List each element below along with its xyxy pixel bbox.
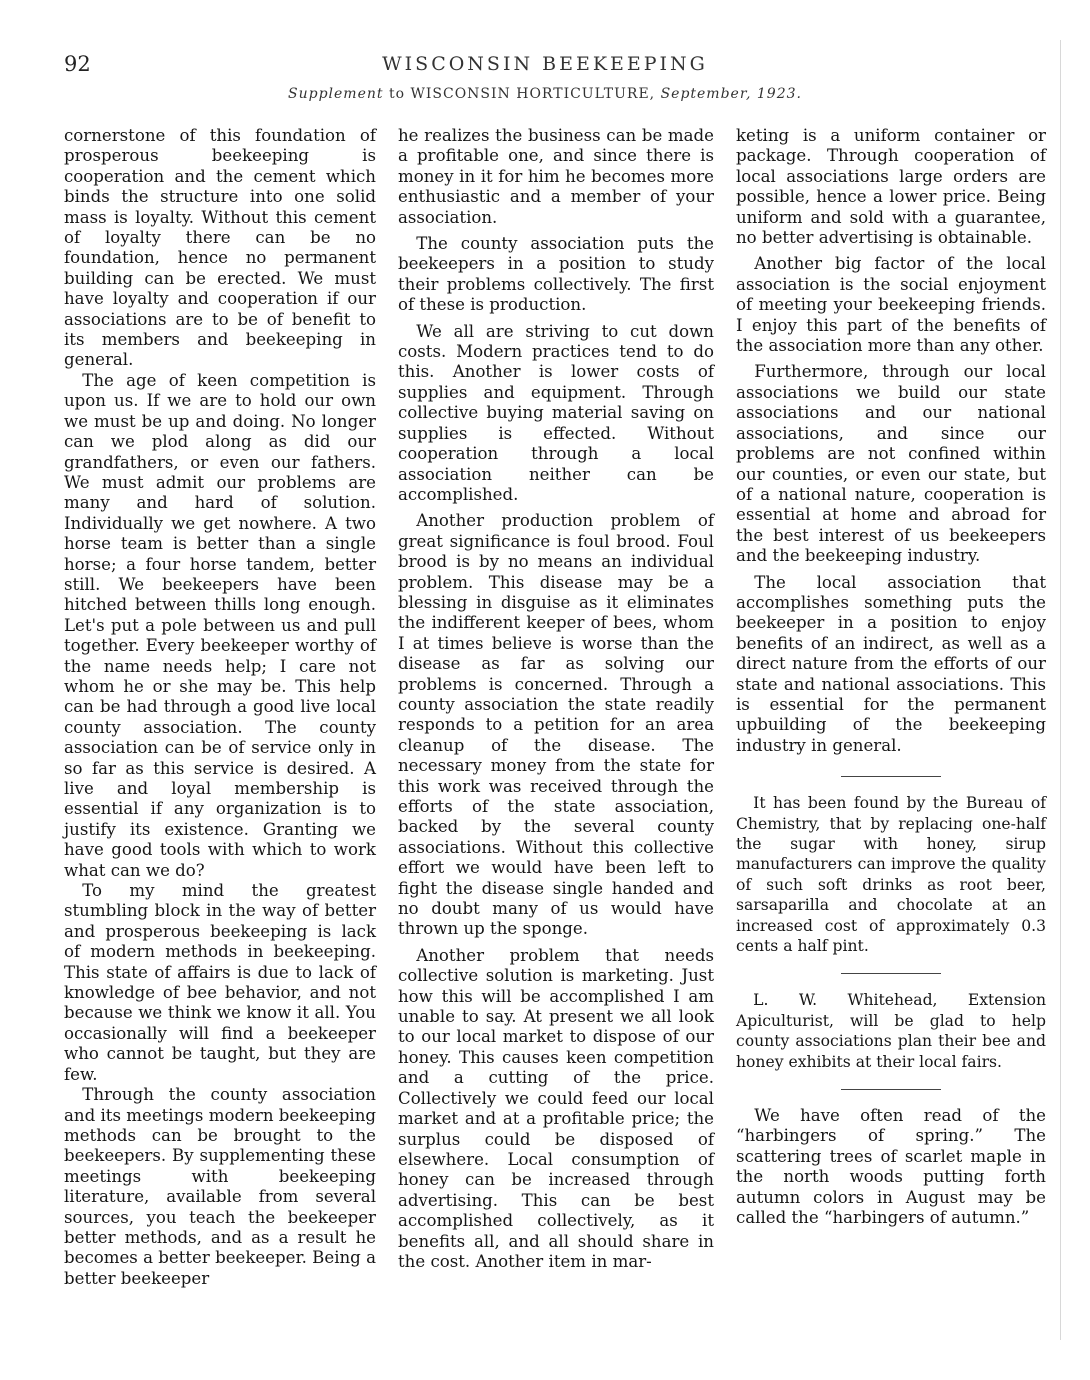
paragraph: Furthermore, through our local associations we build our state associations and our national associations, and since our problems are not confined within our counties, or even our state, but of a national nature, cooperation is essential at home and abroad for the best interest of us beekeepers and the beekeeping industry.	[736, 362, 1046, 566]
subtitle-date: September, 1923.	[660, 86, 802, 102]
paragraph: Through the county association and its meetings modern beekeeping methods can be brought to the beekeepers. By supplementing these meetings with beekeeping literature, available from several sources, you teach the beekeeper better methods, and as a result he becomes a better beekeeper. Being a better beekeeper	[64, 1085, 376, 1288]
section-divider	[841, 973, 941, 974]
note-harbingers: We have often read of the “harbingers of spring.” The scattering trees of scarlet maple in the north woods putting forth autumn colors in August may be called the “harbingers of autumn.”	[736, 1106, 1046, 1228]
section-divider	[841, 1089, 941, 1090]
article-column-3	[736, 126, 1046, 1350]
journal-title: WISCONSIN BEEKEEPING	[382, 53, 708, 75]
page-edge-rule	[1060, 40, 1061, 1340]
note-whitehead: L. W. Whitehead, Extension Apiculturist, will be glad to help county associations plan their bee and honey exhibits at their local fairs.	[736, 991, 1046, 1071]
subtitle-horticulture: to WISCONSIN HORTICULTURE,	[388, 86, 656, 102]
paragraph: cornerstone of this foundation of prosperous beekeeping is cooperation and the cement which binds the structure into one solid mass is loyalty. Without this cement of loyalty there can be no foundation, hence no permanent building can be erected. We must have loyalty and cooperation if our associations are to be of benefit to its members and beekeeping in general.	[64, 126, 376, 370]
section-divider	[841, 776, 941, 777]
paragraph: We all are striving to cut down costs. Modern practices tend to do this. Another is lower costs of supplies and equipment. Through collective buying material saving on supplies is effected. Without cooperation through a local association neither can be accomplished.	[398, 321, 714, 504]
note-bureau-of-chemistry: It has been found by the Bureau of Chemistry, that by replacing one-half the sugar with honey, sirup manufacturers can improve the quality of such soft drinks as root beer, sarsaparilla and chocolate at an increased cost of approximately 0.3 cents a half pint.	[736, 794, 1046, 956]
paragraph: The local association that accomplishes something puts the beekeeper in a position to enjoy benefits of an indirect, as well as a direct nature from the efforts of our state and national associations. This is essential for the permanent upbuilding of the beekeeping industry in general.	[736, 572, 1046, 755]
article-column-1	[64, 126, 376, 1350]
paragraph: The county association puts the beekeepers in a position to study their problems collectively. The first of these is production.	[398, 234, 714, 315]
paragraph: keting is a uniform container or package. Through cooperation of local associations large orders are possible, hence a lower price. Being uniform and sold with a guarantee, no better advertising is obtainable.	[736, 126, 1046, 248]
journal-subtitle	[0, 86, 1090, 102]
paragraph: Another problem that needs collective solution is marketing. Just how this will be accomplished I am unable to say. At present we all look to our local market to dispose of our honey. This causes keen competition and a cutting of the price. Collectively we could feed our local market and at a profitable price; the surplus could be disposed of elsewhere. Local consumption of honey can be increased through advertising. This can be best accomplished collectively, as it benefits all, and all should share in the cost. Another item in mar-	[398, 945, 714, 1271]
paragraph: Another big factor of the local association is the social enjoyment of meeting your beekeeping friends. I enjoy this part of the benefits of the association more than any other.	[736, 254, 1046, 356]
paragraph: he realizes the business can be made a profitable one, and since there is money in it for him he becomes more enthusiastic and a member of your association.	[398, 126, 714, 227]
paragraph: Another production problem of great significance is foul brood. Foul brood is by no means an individual problem. This disease may be a blessing in disguise as it eliminates the indifferent keeper of bees, whom I at times believe is worse than the disease as far as solving our problems is concerned. Through a county association the state readily responds to a petition for an area cleanup of the disease. The necessary money from the state for this work was received through the efforts of the state association, backed by the several county associations. Without this collective effort we would have been left to fight the disease single handed and no doubt many of us would have thrown up the sponge.	[398, 511, 714, 939]
subtitle-supplement: Supplement	[288, 86, 384, 102]
page-number: 92	[64, 52, 91, 76]
article-column-2	[398, 126, 714, 1350]
paragraph: The age of keen competition is upon us. If we are to hold our own we must be up and doing. No longer can we plod along as did our grandfathers, or even our fathers. We must admit our problems are many and hard of solution. Individually we get nowhere. A two horse team is better than a single horse; a four horse tandem, better still. We beekeepers have been hitched between thills long enough. Let's put a pole between us and pull together. Every beekeeper worthy of the name needs help; I care not whom he or she may be. This help can be had through a good live local county association. The county association can be of service only in so far as this service is desired. A live and loyal membership is essential if any organization is to justify its existence. Granting we have good tools with which to work what can we do?	[64, 370, 376, 880]
paragraph: To my mind the greatest stumbling block in the way of better and prosperous beekeeping is lack of modern methods in beekeeping. This state of affairs is due to lack of knowledge of bee behavior, and not because we think we know it all. You occasionally will find a beekeeper who cannot be taught, but they are few.	[64, 881, 376, 1084]
